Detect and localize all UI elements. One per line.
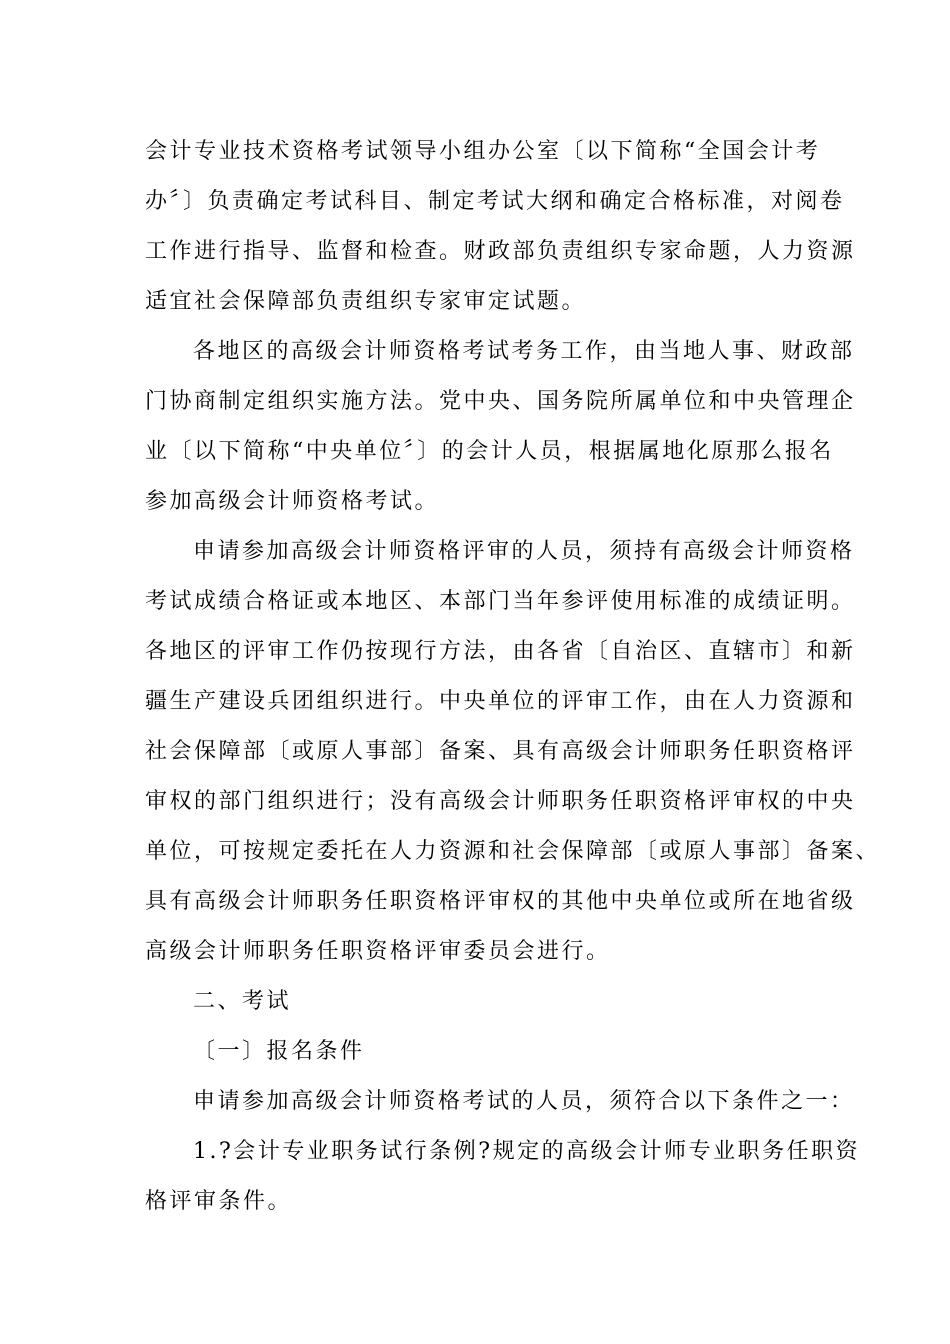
list-item-line: 1.?会计专业职务试行条例?规定的高级会计师专业职务任职资 bbox=[193, 1139, 861, 1164]
paragraph-line: 参加高级会计师资格考试。 bbox=[145, 489, 440, 514]
paragraph-line: 各地区的高级会计师资格考试考务工作，由当地人事、财政部 bbox=[193, 339, 855, 364]
paragraph-line: 适宜社会保障部负责组织专家审定试题。 bbox=[145, 289, 587, 314]
paragraph-line: 业〔以下简称“中央单位〞〕的会计人员，根据属地化原那么报名 bbox=[145, 439, 834, 464]
paragraph-line: 各地区的评审工作仍按现行方法，由各省〔自治区、直辖市〕和新 bbox=[145, 639, 856, 664]
paragraph-line: 门协商制定组织实施方法。党中央、国务院所属单位和中央管理企 bbox=[145, 389, 856, 414]
paragraph-line: 工作进行指导、监督和检查。财政部负责组织专家命题，人力资源 bbox=[145, 239, 856, 264]
paragraph-line: 考试成绩合格证或本地区、本部门当年参评使用标准的成绩证明。 bbox=[145, 589, 856, 614]
paragraph-line: 社会保障部〔或原人事部〕备案、具有高级会计师职务任职资格评 bbox=[145, 739, 856, 764]
paragraph-line: 高级会计师职务任职资格评审委员会进行。 bbox=[145, 939, 611, 964]
subsection-heading: 〔一〕报名条件 bbox=[193, 1039, 365, 1064]
section-heading: 二、考试 bbox=[193, 989, 292, 1014]
paragraph-line: 疆生产建设兵团组织进行。中央单位的评审工作，由在人力资源和 bbox=[145, 689, 856, 714]
paragraph-line: 申请参加高级会计师资格评审的人员，须持有高级会计师资格 bbox=[193, 539, 855, 564]
paragraph-line: 审权的部门组织进行；没有高级会计师职务任职资格评审权的中央 bbox=[145, 789, 856, 814]
paragraph-line: 单位，可按规定委托在人力资源和社会保障部〔或原人事部〕备案、 bbox=[145, 839, 881, 864]
paragraph-line: 会计专业技术资格考试领导小组办公室〔以下简称“全国会计考 bbox=[145, 139, 821, 164]
paragraph-line: 办〞〕负责确定考试科目、制定考试大纲和确定合格标准，对阅卷 bbox=[145, 189, 845, 214]
paragraph-line: 具有高级会计师职务任职资格评审权的其他中央单位或所在地省级 bbox=[145, 889, 856, 914]
paragraph-line: 申请参加高级会计师资格考试的人员，须符合以下条件之一： bbox=[193, 1089, 855, 1114]
list-item-line: 格评审条件。 bbox=[145, 1189, 293, 1214]
